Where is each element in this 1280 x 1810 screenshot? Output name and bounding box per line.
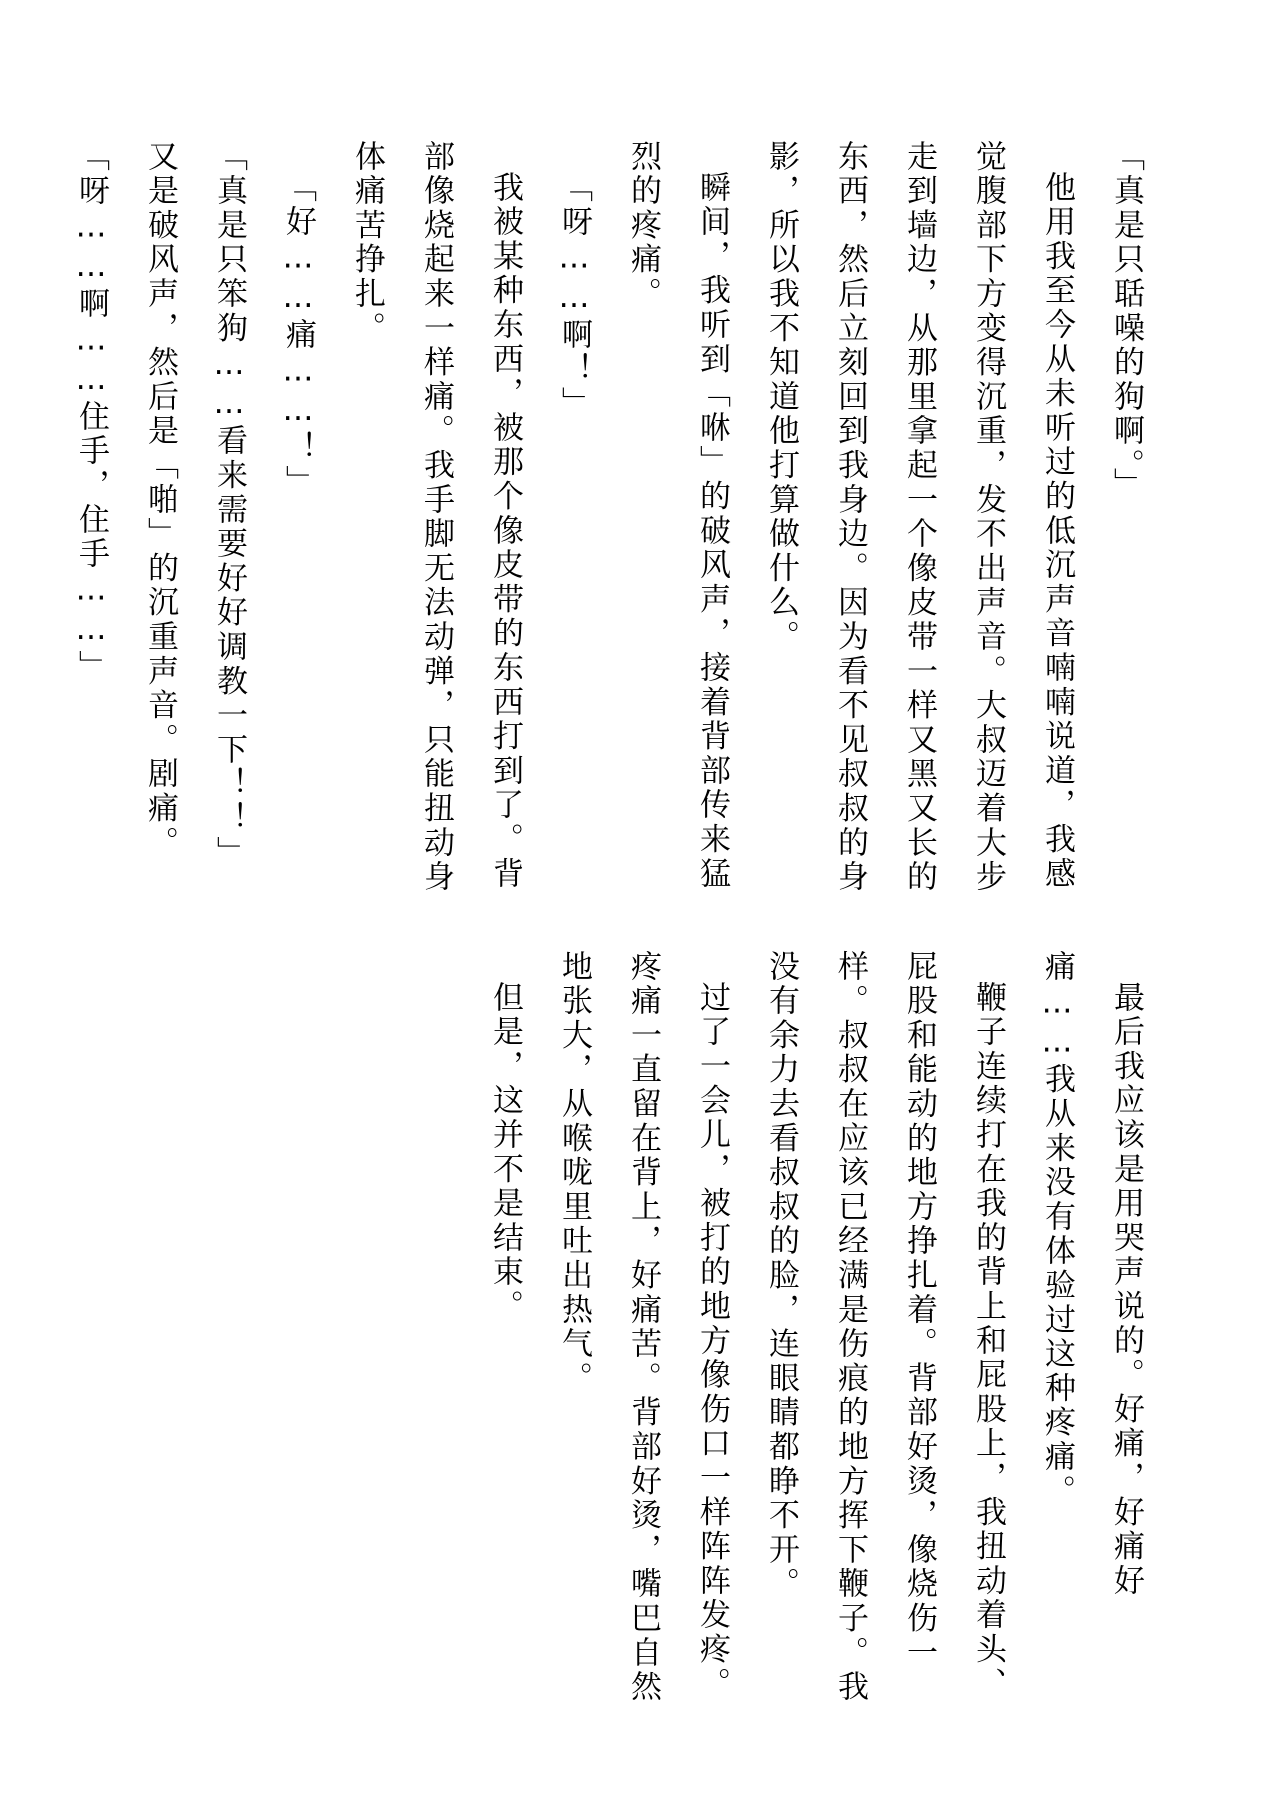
narration-paragraph: 但是，这并不是结束。 — [487, 981, 523, 1324]
dialogue-line: 「真是只笨狗……看来需要好好调教一下！！」 — [211, 140, 247, 871]
narration-paragraph: 最后我应该是用哭声说的。好痛，好痛好痛……我从来没有体验过这种疼痛。 — [1039, 950, 1144, 1599]
narration-paragraph: 我被某种东西，被那个像皮带的东西打到了。背部像烧起来一样痛。我手脚无法动弹，只能扭动身体痛苦挣扎。 — [349, 140, 523, 895]
narration-paragraph: 又是破风声，然后是「啪」的沉重声音。剧痛。 — [142, 140, 178, 861]
dialogue-line: 「呀……啊……住手，住手……」 — [73, 140, 109, 685]
narration-paragraph: 过了一会儿，被打的地方像伤口一样阵阵发疼。疼痛一直留在背上，好痛苦。背部好烫，嘴巴自然地张大，从喉咙里吐出热气。 — [556, 950, 730, 1705]
text-section-bottom — [470, 950, 1160, 1710]
dialogue-line: 「真是只聒噪的狗啊。」 — [1108, 140, 1144, 502]
narration-paragraph: 他用我至今从未听过的低沉声音喃喃说道，我感觉腹部下方变得沉重，发不出声音。大叔迈着大步走到墙边，从那里拿起一个像皮带一样又黑又长的东西，然后立刻回到我身边。因为看不见叔叔的身影，所以我不知道他打算做什么。 — [763, 140, 1075, 895]
narration-paragraph: 鞭子连续打在我的背上和屁股上，我扭动着头、屁股和能动的地方挣扎着。背部好烫，像烧伤一样。叔叔在应该已经满是伤痕的地方挥下鞭子。我没有余力去看叔叔的脸，连眼睛都睁不开。 — [763, 950, 1006, 1705]
text-section-top — [56, 140, 1160, 910]
dialogue-line: 「好……痛……！」 — [280, 171, 316, 500]
narration-paragraph: 瞬间，我听到「咻」的破风声，接着背部传来猛烈的疼痛。 — [625, 140, 730, 892]
dialogue-line: 「呀……啊！」 — [556, 171, 592, 422]
